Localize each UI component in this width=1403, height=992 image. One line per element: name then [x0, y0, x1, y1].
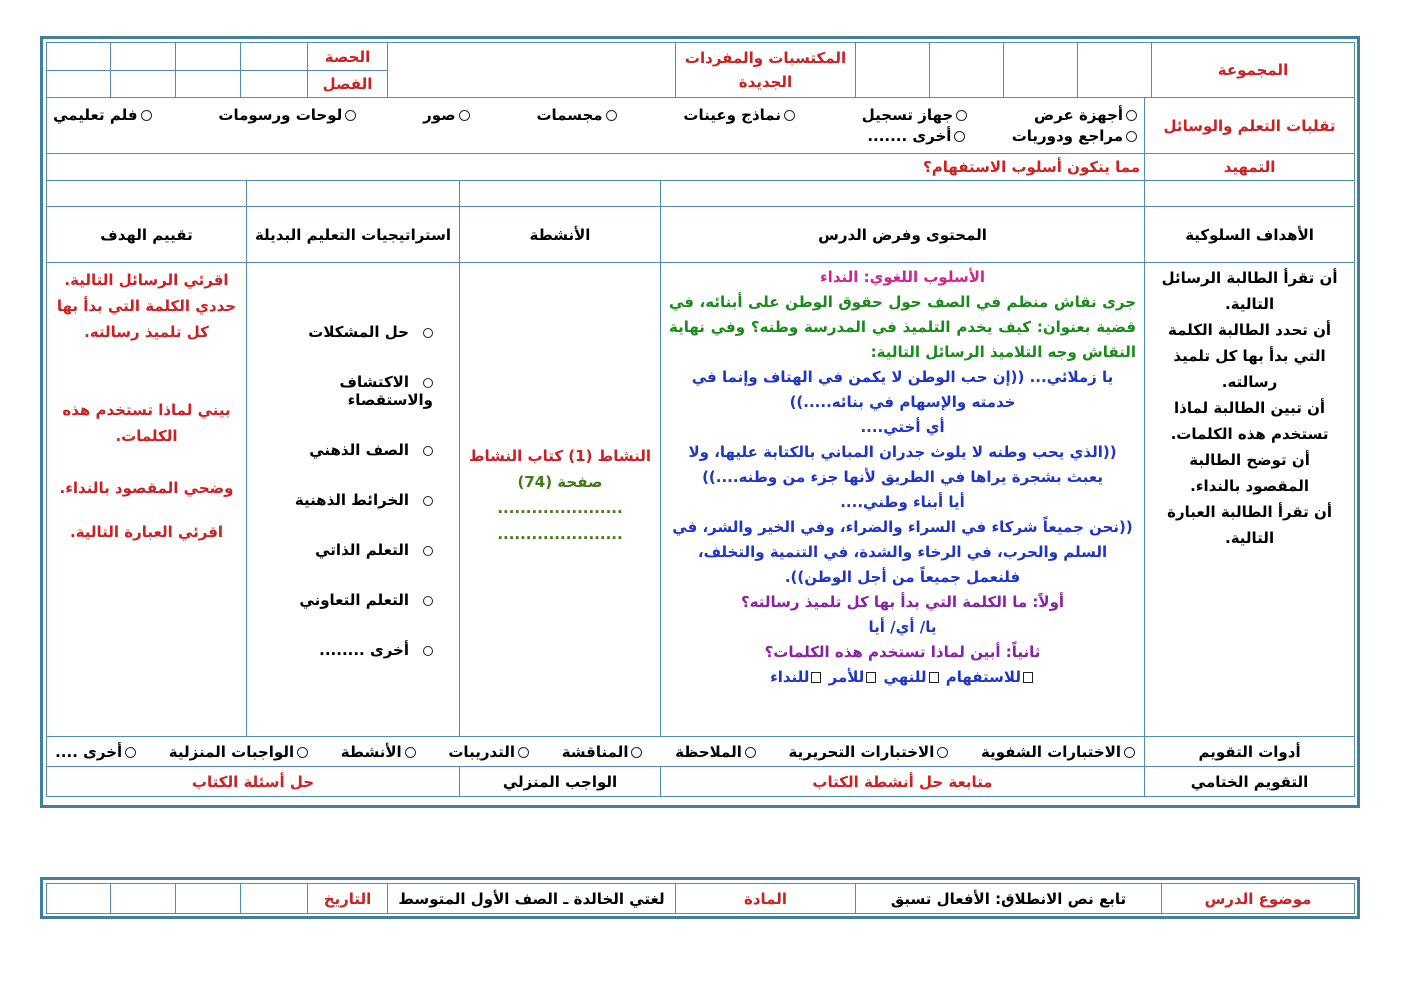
resources-options [47, 98, 1145, 154]
option-activities[interactable]: الأنشطة [341, 743, 417, 761]
homework-text: حل أسئلة الكتاب [47, 767, 460, 797]
content-header: المحتوى وفرض الدرس [661, 207, 1145, 263]
blank-cell [47, 71, 111, 98]
evaluation-item: حددي الكلمة التي بدأ بها كل تلميذ رسالته. [56, 297, 237, 341]
option-references[interactable]: مراجع ودوريات [1012, 127, 1138, 145]
strategy-item[interactable]: التعلم التعاوني [251, 591, 433, 609]
final-text: متابعة حل أنشطة الكتاب [661, 767, 1145, 797]
radio-icon[interactable] [954, 131, 965, 142]
intro-label: التمهيد [1145, 154, 1355, 181]
activity-title: النشاط (1) كتاب النشاط [468, 447, 652, 465]
checkbox-icon[interactable] [929, 672, 939, 683]
objectives-header: الأهداف السلوكية [1145, 207, 1355, 263]
checkbox-icon[interactable] [866, 672, 876, 683]
radio-icon[interactable] [1126, 110, 1137, 121]
evaluation-item: بيني لماذا تستخدم هذه الكلمات. [62, 401, 231, 445]
content-message: ((نحن جميعاً شركاء في السراء والضراء، وفي الخير والشر، في السلم والحرب، في الرخاء والشدة، في التنمية والتخلف، فلنعمل جميعاً من أجل الوطن)). [672, 518, 1133, 586]
blank-cell [247, 181, 460, 207]
blank-cell [176, 43, 241, 71]
option-film[interactable]: فلم تعليمي [53, 106, 153, 124]
evaluation-item: اقرئي العبارة التالية. [69, 523, 224, 541]
checkbox-icon[interactable] [811, 672, 821, 683]
option-models[interactable]: نماذج وعينات [683, 106, 796, 124]
assessment-label: أدوات التقويم [1145, 737, 1355, 767]
option-homework[interactable]: الواجبات المنزلية [169, 743, 309, 761]
content-cell [661, 263, 1145, 737]
radio-icon[interactable] [956, 110, 967, 121]
objective-item: أن تبين الطالبة لماذا تستخدم هذه الكلمات. [1170, 399, 1329, 443]
content-title: الأسلوب اللغوي: النداء [820, 268, 986, 286]
blank-cell [111, 71, 176, 98]
group-label: المجموعة [1152, 43, 1355, 98]
objectives-cell [1145, 263, 1355, 737]
option-recorder[interactable]: جهاز تسجيل [862, 106, 968, 124]
blank-cell [176, 71, 241, 98]
content-answer: يا/ أي/ أيا [868, 618, 937, 636]
blank-cell [111, 884, 176, 914]
blank-cell [388, 43, 676, 98]
strategies-list [251, 323, 455, 659]
radio-icon[interactable] [141, 110, 152, 121]
option-solids[interactable]: مجسمات [536, 106, 617, 124]
option-oral[interactable]: الاختبارات الشفوية [981, 743, 1136, 761]
footer-table [46, 883, 1355, 914]
content-call: أي أختي.... [860, 418, 945, 436]
subject-label: المادة [676, 884, 856, 914]
blank-cell [460, 181, 661, 207]
radio-icon[interactable] [405, 747, 416, 758]
radio-icon[interactable] [1126, 131, 1137, 142]
strategy-item[interactable]: الاكتشاف والاستقصاء [339, 373, 433, 409]
strategy-item[interactable]: الخرائط الذهنية [251, 491, 433, 509]
date-label: التاريخ [308, 884, 388, 914]
bullet-icon [423, 378, 433, 388]
option-projector[interactable]: أجهزة عرض [1034, 106, 1138, 124]
radio-icon[interactable] [345, 110, 356, 121]
bullet-icon [423, 596, 433, 606]
content-message: ((الذي يحب وطنه لا يلوث جدران المباني بالكتابة عليها، ولا يعبث بشجرة يراها في الطريق لأنها جزء من وطنه....)) [688, 443, 1117, 486]
assessment-options [47, 737, 1145, 767]
checkbox-icon[interactable] [1023, 672, 1033, 683]
objective-item: أن تقرأ الطالبة العبارة التالية. [1167, 503, 1332, 547]
blank-cell [47, 884, 111, 914]
vocab-label: المكتسبات والمفردات الجديدة [676, 43, 856, 98]
evaluation-item: وضحي المقصود بالنداء. [59, 479, 234, 497]
option-boards[interactable]: لوحات ورسومات [218, 106, 357, 124]
blank-cell [111, 43, 176, 71]
option-other[interactable]: أخرى ....... [867, 127, 966, 145]
content-call: أيا أبناء وطني.... [840, 493, 965, 511]
content-question: أولاً: ما الكلمة التي بدأ بها كل تلميذ رسالته؟ [740, 593, 1065, 611]
blank-cell [930, 43, 1004, 98]
header-table [46, 42, 1355, 98]
blank-cell [856, 43, 930, 98]
blank-cell [1145, 181, 1355, 207]
radio-icon[interactable] [937, 747, 948, 758]
radio-icon[interactable] [459, 110, 470, 121]
radio-icon[interactable] [297, 747, 308, 758]
option-exercises[interactable]: التدريبات [448, 743, 530, 761]
intro-text: مما يتكون أسلوب الاستفهام؟ [47, 154, 1145, 181]
strategy-item[interactable]: الصف الذهني [251, 441, 433, 459]
content-question: ثانياً: أبين لماذا تستخدم هذه الكلمات؟ [764, 643, 1041, 661]
radio-icon[interactable] [518, 747, 529, 758]
blank-cell [47, 181, 247, 207]
radio-icon[interactable] [745, 747, 756, 758]
bullet-icon [423, 446, 433, 456]
blank-cell [1078, 43, 1152, 98]
blank-cell [47, 43, 111, 71]
radio-icon[interactable] [606, 110, 617, 121]
evaluation-header: تقييم الهدف [47, 207, 247, 263]
option-written[interactable]: الاختبارات التحريرية [789, 743, 950, 761]
activity-dots: ...................... [497, 525, 623, 543]
blank-cell [661, 181, 1145, 207]
strategy-item[interactable]: أخرى ........ [251, 641, 433, 659]
objective-item: أن توضح الطالبة المقصود بالنداء. [1189, 451, 1310, 495]
radio-icon[interactable] [631, 747, 642, 758]
blank-cell [241, 71, 308, 98]
activity-dots: ...................... [497, 499, 623, 517]
evaluation-item: اقرئي الرسائل التالية. [64, 271, 229, 289]
topic-value: تابع نص الانطلاق: الأفعال تسبق [856, 884, 1162, 914]
strategies-header: استراتيجيات التعليم البديلة [247, 207, 460, 263]
activities-cell [460, 263, 661, 737]
content-message: يا زملائي... ((إن حب الوطن لا يكمن في الهتاف وإنما في خدمته والإسهام في بنائه.....)) [691, 368, 1114, 411]
radio-icon[interactable] [125, 747, 136, 758]
radio-icon[interactable] [1124, 747, 1135, 758]
strategies-cell [247, 263, 460, 737]
content-options: للاستفهام للنهي للأمر للنداء [669, 665, 1136, 690]
topic-label: موضوع الدرس [1162, 884, 1355, 914]
strategy-item[interactable]: حل المشكلات [251, 323, 433, 341]
class-label: الفصل [308, 71, 388, 98]
activity-page: صفحة (74) [517, 473, 603, 491]
option-observation[interactable]: الملاحظة [675, 743, 757, 761]
option-discussion[interactable]: المناقشة [562, 743, 644, 761]
blank-cell [241, 884, 308, 914]
activities-header: الأنشطة [460, 207, 661, 263]
bullet-icon [423, 646, 433, 656]
blank-cell [241, 43, 308, 71]
subject-value: لغتي الخالدة ـ الصف الأول المتوسط [388, 884, 676, 914]
strategy-item[interactable]: التعلم الذاتي [251, 541, 433, 559]
content-intro: جرى نقاش منظم في الصف حول حقوق الوطن على أبنائه، في قضية بعنوان: كيف يخدم التلميذ في المدرسة وطنه؟ وفي نهاية النقاش وجه التلاميذ الرسائل التالية: [669, 293, 1137, 361]
resources-label: تقلبات التعلم والوسائل [1145, 98, 1355, 154]
bullet-icon [423, 496, 433, 506]
radio-icon[interactable] [784, 110, 795, 121]
lesson-table [46, 97, 1355, 797]
option-other[interactable]: أخرى .... [55, 743, 137, 761]
period-label: الحصة [308, 43, 388, 71]
objective-item: أن تحدد الطالبة الكلمة التي بدأ بها كل تلميذ رسالته. [1168, 321, 1332, 391]
homework-label: الواجب المنزلي [460, 767, 661, 797]
bullet-icon [423, 546, 433, 556]
blank-cell [1004, 43, 1078, 98]
evaluation-cell [47, 263, 247, 737]
option-pictures[interactable]: صور [423, 106, 471, 124]
objective-item: أن تقرأ الطالبة الرسائل التالية. [1161, 269, 1338, 313]
blank-cell [176, 884, 241, 914]
final-label: التقويم الختامي [1145, 767, 1355, 797]
bullet-icon [423, 328, 433, 338]
